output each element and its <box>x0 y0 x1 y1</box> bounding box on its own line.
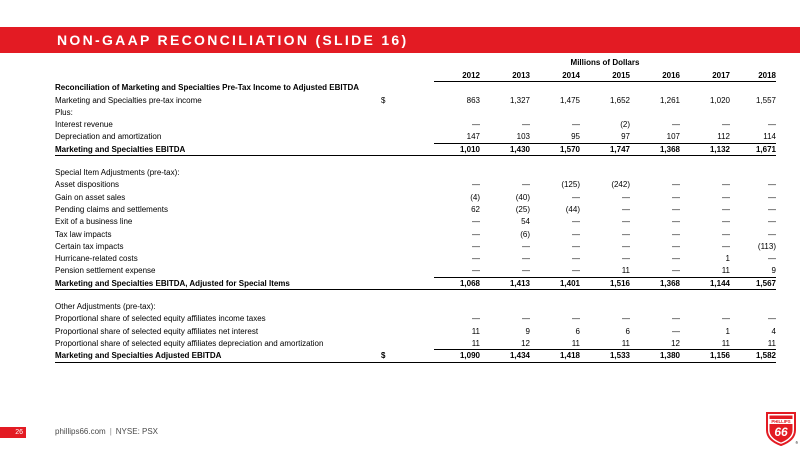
page-number: 26 <box>0 427 26 438</box>
currency-symbol: $ <box>381 351 386 361</box>
row-label: Depreciation and amortization <box>55 132 162 142</box>
value-cell: 1,475 <box>559 95 580 105</box>
value-cell: — <box>672 314 680 324</box>
year-header-cell: 2015 <box>612 71 630 80</box>
row-label: Exit of a business line <box>55 217 133 227</box>
table-row <box>55 204 776 216</box>
value-cell: — <box>722 120 730 130</box>
row-label: Marketing and Specialties EBITDA, Adjusted for Special Items <box>55 278 290 288</box>
value-cell: 62 <box>471 204 480 214</box>
section-heading-row <box>55 167 776 179</box>
value-cell: 1,570 <box>559 144 580 154</box>
svg-text:66: 66 <box>774 425 788 439</box>
svg-text:®: ® <box>795 441 798 445</box>
value-cell: 1,430 <box>509 144 530 154</box>
row-label: Proportional share of selected equity affiliates depreciation and amortization <box>55 338 324 348</box>
title-bar <box>0 27 800 53</box>
value-cell: — <box>572 314 580 324</box>
value-cell: — <box>622 217 630 227</box>
value-cell: — <box>672 229 680 239</box>
value-cell: — <box>622 314 630 324</box>
value-cell: 112 <box>717 132 730 142</box>
value-cell: 11 <box>721 266 730 276</box>
value-cell: — <box>472 266 480 276</box>
row-label: Marketing and Specialties EBITDA <box>55 144 186 154</box>
value-cell: 1,557 <box>755 95 776 105</box>
currency-symbol: $ <box>381 95 386 105</box>
slide-title: NON-GAAP RECONCILIATION (SLIDE 16) <box>57 32 409 48</box>
value-cell: — <box>622 204 630 214</box>
value-cell: — <box>722 217 730 227</box>
phillips66-logo-icon <box>764 410 798 446</box>
value-cell: (4) <box>470 192 480 202</box>
row-label: Asset dispositions <box>55 180 120 190</box>
value-cell: 11 <box>621 266 630 276</box>
table-row <box>55 313 776 325</box>
total-row <box>55 144 776 156</box>
value-cell: 11 <box>767 338 776 348</box>
value-cell: — <box>722 314 730 324</box>
value-cell: — <box>572 266 580 276</box>
row-label: Other Adjustments (pre-tax): <box>55 302 156 312</box>
row-label: Proportional share of selected equity affiliates net interest <box>55 326 259 336</box>
value-cell: (2) <box>620 120 630 130</box>
value-cell: — <box>622 192 630 202</box>
row-label: Hurricane-related costs <box>55 254 138 264</box>
footer-separator: | <box>109 427 112 436</box>
table-row <box>55 192 776 204</box>
value-cell: — <box>672 192 680 202</box>
value-cell: 1,533 <box>609 351 630 361</box>
value-cell: 1,144 <box>709 278 730 288</box>
value-cell: 1,132 <box>709 144 730 154</box>
value-cell: 1,516 <box>609 278 630 288</box>
value-cell: 107 <box>666 132 680 142</box>
value-cell: 12 <box>671 338 680 348</box>
row-label: Reconciliation of Marketing and Specialties Pre-Tax Income to Adjusted EBITDA <box>55 83 360 93</box>
value-cell: — <box>572 229 580 239</box>
value-cell: 1,567 <box>755 278 776 288</box>
value-cell: — <box>722 241 730 251</box>
value-cell: 6 <box>575 326 580 336</box>
value-cell: 54 <box>521 217 530 227</box>
value-cell: — <box>768 229 776 239</box>
total-row <box>55 278 776 290</box>
footer-ticker: NYSE: PSX <box>115 427 159 436</box>
year-header-cell: 2018 <box>758 71 776 80</box>
year-header-row <box>55 70 776 82</box>
value-cell: 1,010 <box>459 144 480 154</box>
row-label: Marketing and Specialties pre-tax income <box>55 95 202 105</box>
value-cell: 9 <box>771 266 776 276</box>
value-cell: (113) <box>757 241 776 251</box>
value-cell: — <box>722 180 730 190</box>
value-cell: — <box>572 241 580 251</box>
value-cell: — <box>572 120 580 130</box>
value-cell: 1,582 <box>755 351 776 361</box>
value-cell: — <box>622 241 630 251</box>
row-label: Certain tax impacts <box>55 241 124 251</box>
row-label: Pending claims and settlements <box>55 204 168 214</box>
value-cell: 1,434 <box>509 351 530 361</box>
value-cell: — <box>672 254 680 264</box>
value-cell: — <box>622 254 630 264</box>
year-header-cell: 2014 <box>562 71 580 80</box>
year-header-cell: 2016 <box>662 71 680 80</box>
unit-header-row <box>55 57 776 70</box>
year-header-cell: 2013 <box>512 71 530 80</box>
value-cell: — <box>472 241 480 251</box>
row-label: Pension settlement expense <box>55 266 156 276</box>
row-label: Marketing and Specialties Adjusted EBITDA <box>55 351 222 361</box>
value-cell: — <box>522 241 530 251</box>
value-cell: 1,156 <box>709 351 730 361</box>
value-cell: (44) <box>565 204 580 214</box>
table-row <box>55 95 776 107</box>
value-cell: 1,261 <box>659 95 680 105</box>
value-cell: — <box>768 254 776 264</box>
value-cell: — <box>522 180 530 190</box>
value-cell: — <box>472 120 480 130</box>
value-cell: — <box>572 217 580 227</box>
table-row <box>55 253 776 265</box>
total-row <box>55 350 776 362</box>
value-cell: 1,671 <box>755 144 776 154</box>
value-cell: 1,380 <box>659 351 680 361</box>
value-cell: — <box>672 204 680 214</box>
value-cell: — <box>722 192 730 202</box>
value-cell: — <box>472 180 480 190</box>
table-row <box>55 179 776 191</box>
row-label: Interest revenue <box>55 120 113 130</box>
value-cell: 1,327 <box>509 95 530 105</box>
row-label: Tax law impacts <box>55 229 112 239</box>
table-row <box>55 119 776 131</box>
value-cell: — <box>672 326 680 336</box>
value-cell: — <box>768 204 776 214</box>
value-cell: 1,020 <box>709 95 730 105</box>
value-cell: 1,368 <box>659 144 680 154</box>
spacer-row <box>55 290 776 301</box>
value-cell: — <box>472 217 480 227</box>
table-row <box>55 241 776 253</box>
value-cell: — <box>472 229 480 239</box>
reconciliation-table <box>55 57 776 363</box>
spacer-row <box>55 156 776 167</box>
value-cell: 1,401 <box>559 278 580 288</box>
value-cell: — <box>768 180 776 190</box>
row-label: Gain on asset sales <box>55 192 126 202</box>
value-cell: 1,090 <box>459 351 480 361</box>
footer-text <box>55 427 158 436</box>
value-cell: — <box>522 120 530 130</box>
value-cell: 12 <box>521 338 530 348</box>
value-cell: — <box>522 314 530 324</box>
value-cell: — <box>622 229 630 239</box>
value-cell: — <box>472 254 480 264</box>
value-cell: 147 <box>466 132 480 142</box>
value-cell: — <box>768 120 776 130</box>
table-row <box>55 265 776 277</box>
section-heading-row <box>55 301 776 313</box>
value-cell: 95 <box>571 132 580 142</box>
footer <box>0 421 800 441</box>
value-cell: 1,652 <box>609 95 630 105</box>
value-cell: 1,747 <box>609 144 630 154</box>
value-cell: (6) <box>520 229 530 239</box>
table-row <box>55 131 776 143</box>
table-row <box>55 216 776 228</box>
value-cell: — <box>522 254 530 264</box>
year-header-cell: 2017 <box>712 71 730 80</box>
value-cell: 1,068 <box>459 278 480 288</box>
svg-text:PHILLIPS: PHILLIPS <box>771 419 791 424</box>
value-cell: (25) <box>515 204 530 214</box>
value-cell: (40) <box>515 192 530 202</box>
section-heading-row <box>55 107 776 119</box>
value-cell: — <box>672 266 680 276</box>
value-cell: — <box>672 120 680 130</box>
table-row <box>55 338 776 350</box>
value-cell: 1 <box>725 326 730 336</box>
value-cell: 6 <box>625 326 630 336</box>
value-cell: 1,413 <box>509 278 530 288</box>
value-cell: 11 <box>471 326 480 336</box>
value-cell: 11 <box>721 338 730 348</box>
year-header-cell: 2012 <box>462 71 480 80</box>
value-cell: 114 <box>763 132 776 142</box>
value-cell: 1,368 <box>659 278 680 288</box>
table-row <box>55 326 776 338</box>
value-cell: 863 <box>466 95 480 105</box>
value-cell: — <box>572 254 580 264</box>
section-heading-row <box>55 82 776 94</box>
value-cell: — <box>672 180 680 190</box>
row-label: Proportional share of selected equity affiliates income taxes <box>55 314 266 324</box>
value-cell: (242) <box>611 180 630 190</box>
row-label: Special Item Adjustments (pre-tax): <box>55 168 180 178</box>
value-cell: — <box>768 314 776 324</box>
footer-site-link[interactable]: phillips66.com <box>55 427 106 436</box>
value-cell: 97 <box>621 132 630 142</box>
row-label: Plus: <box>55 107 73 117</box>
value-cell: — <box>672 241 680 251</box>
value-cell: — <box>722 204 730 214</box>
value-cell: 103 <box>516 132 530 142</box>
unit-label: Millions of Dollars <box>570 58 640 67</box>
value-cell: (125) <box>561 180 580 190</box>
value-cell: — <box>768 217 776 227</box>
value-cell: — <box>522 266 530 276</box>
value-cell: — <box>768 192 776 202</box>
value-cell: — <box>472 314 480 324</box>
table-row <box>55 229 776 241</box>
value-cell: 11 <box>471 338 480 348</box>
value-cell: 11 <box>571 338 580 348</box>
value-cell: — <box>672 217 680 227</box>
value-cell: 1,418 <box>559 351 580 361</box>
value-cell: 4 <box>771 326 776 336</box>
value-cell: — <box>572 192 580 202</box>
value-cell: 1 <box>725 254 730 264</box>
value-cell: 9 <box>525 326 530 336</box>
value-cell: 11 <box>621 338 630 348</box>
value-cell: — <box>722 229 730 239</box>
